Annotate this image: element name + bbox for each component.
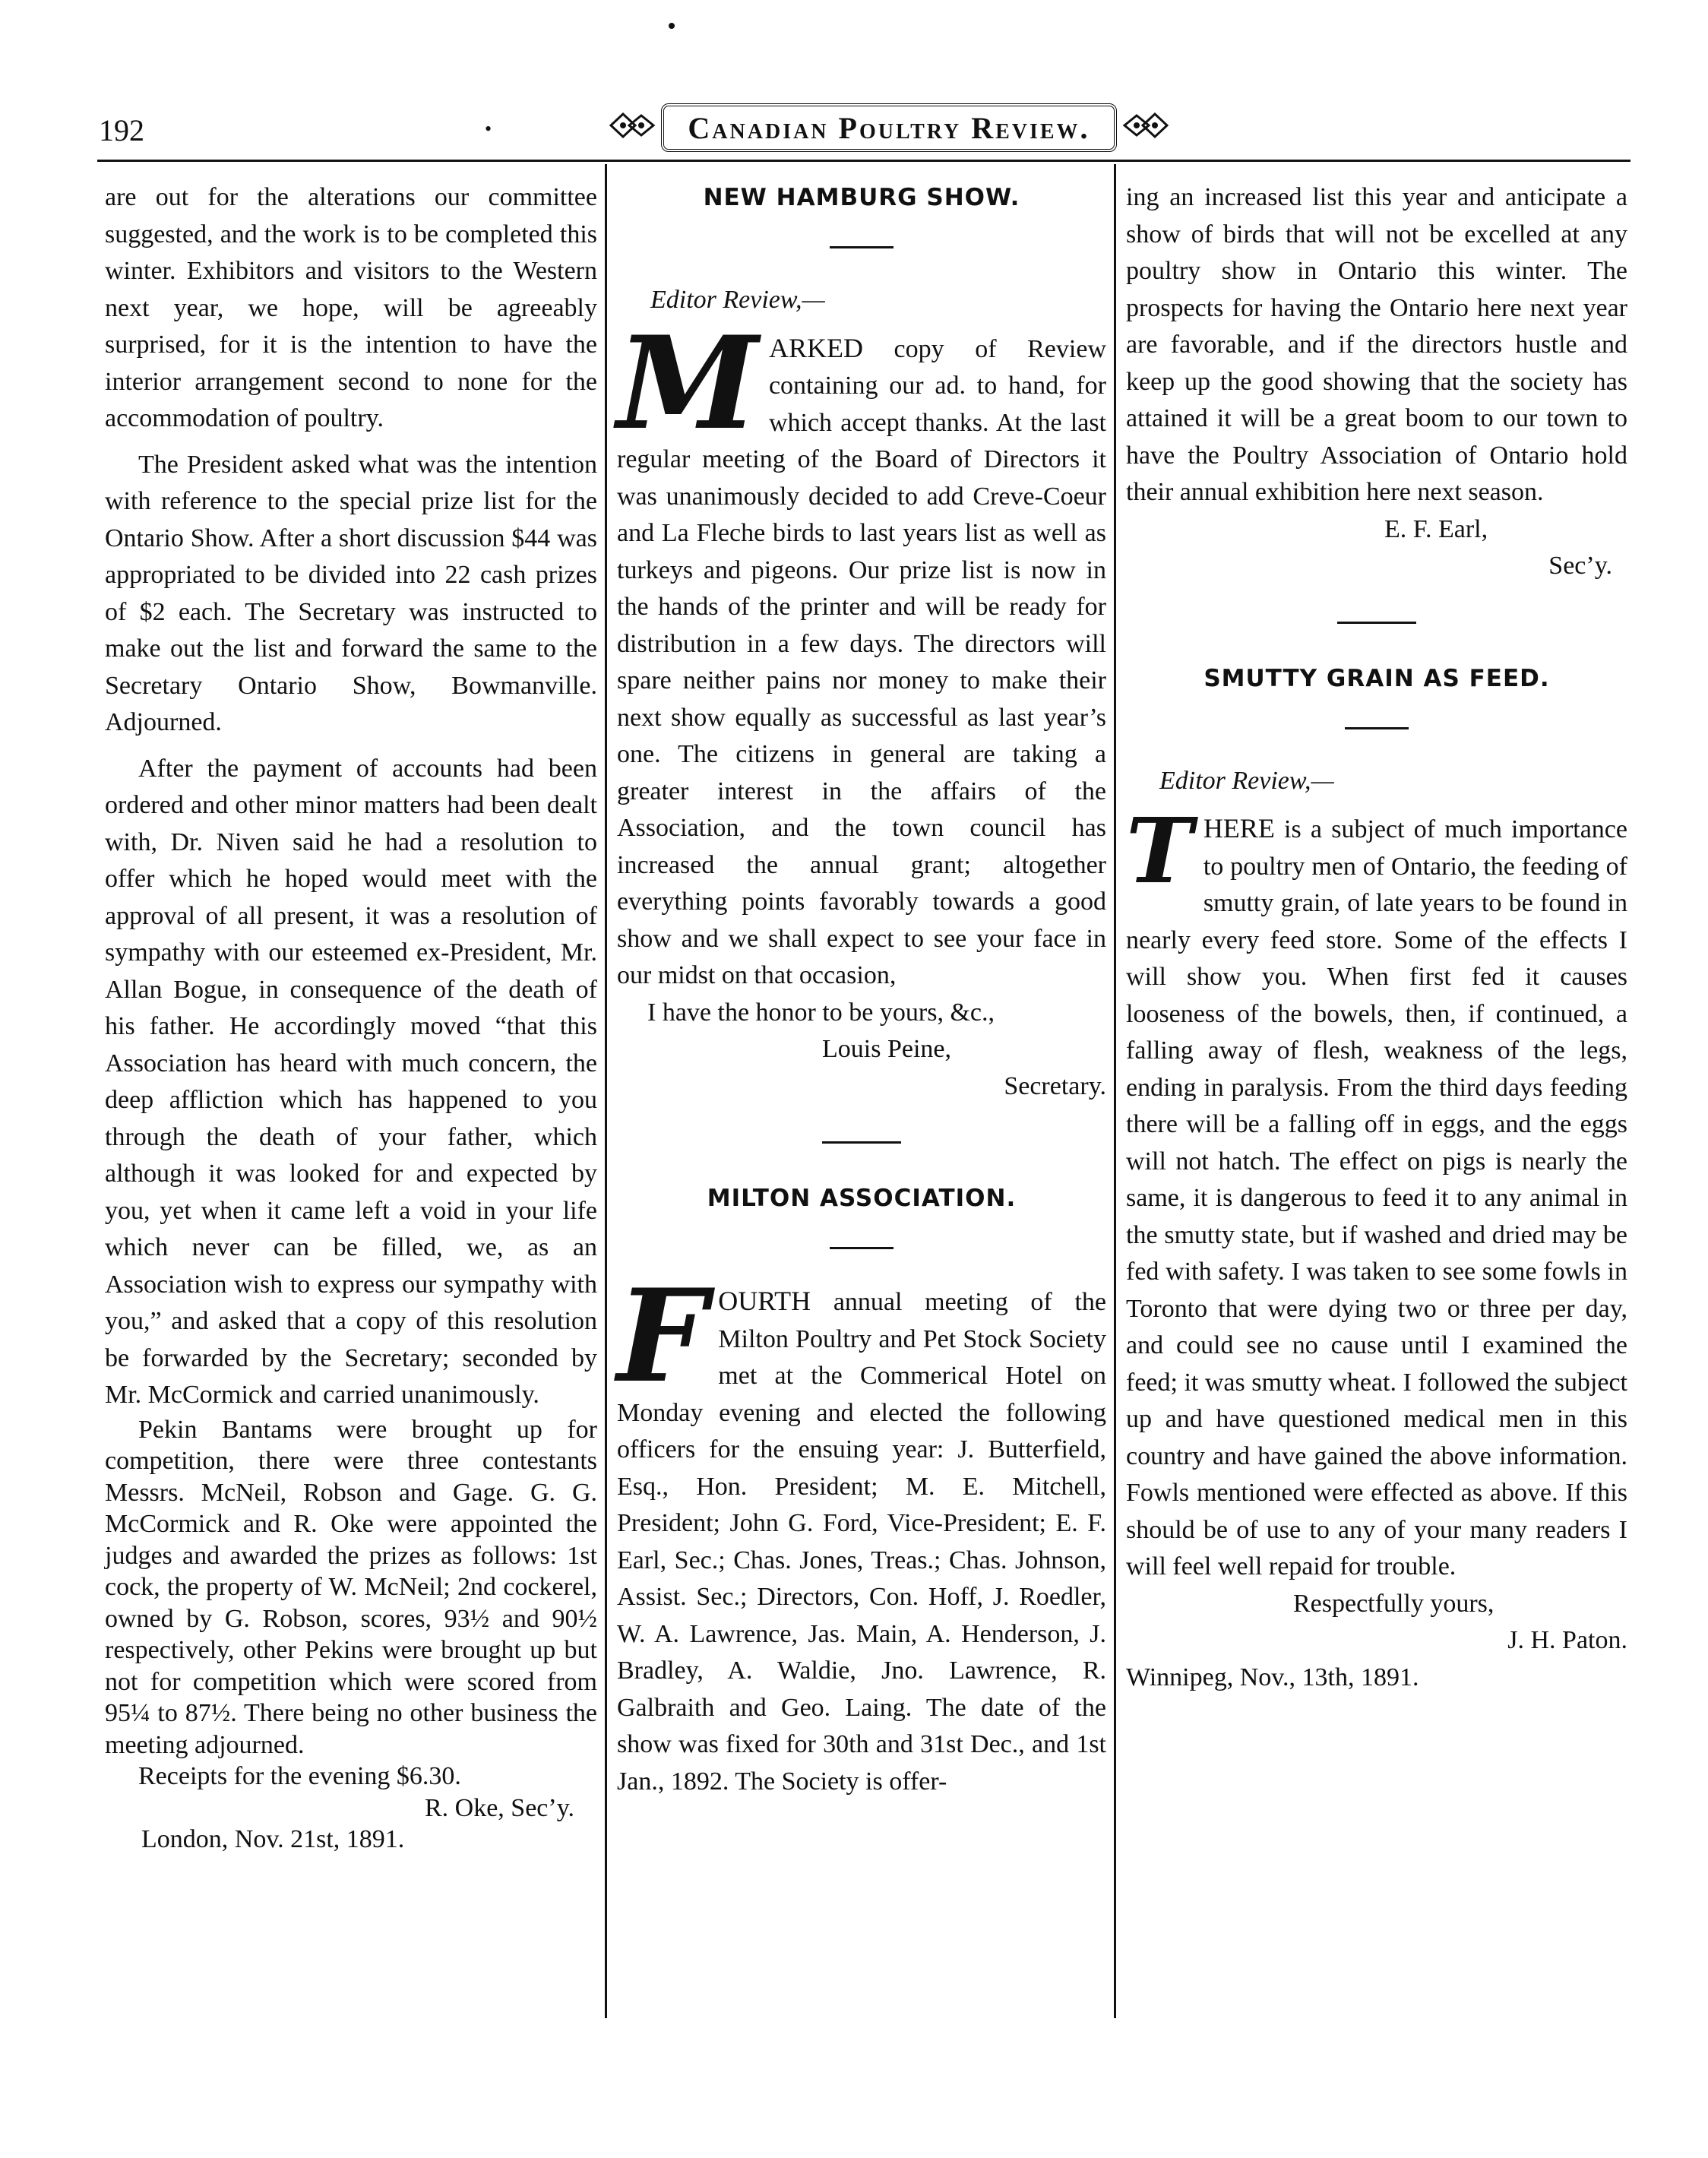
closing: Respectfully yours,: [1293, 1589, 1494, 1618]
column-1: [105, 179, 597, 1856]
rule: [822, 1141, 901, 1144]
drop-cap: T: [1126, 798, 1193, 903]
paragraph-body: copy of Review containing our ad. to hand, for which accept thanks. At the last regular meeting of the Board of Directors it was unanimously decided to add Creve-Coeur and La Fleche birds to last years list as well as turkeys and pigeons. Our prize list is now in the hands of the printer and will be ready for distribution in a few days. The directors will spare neither pains nor money to make their next show equally as successful as last year’s one. The citizens in general are taking a greater interest in the affairs of the Association, and the town council has increased the annual grant; altogether everything points favorably towards a good show and we shall expect to see your face in our midst on that occasion,: [617, 334, 1106, 989]
paragraph: [617, 307, 1106, 995]
paragraph: After the payment of accounts had been ordered and other minor matters had been dealt with, Dr. Niven said he had a resolution to offer which he hoped would meet with the approval of all present, it was a resolution of sympathy with our esteemed ex-President, Mr. Allan Bogue, in consequence of the death of his father. He accordingly moved “that this Association has heard with much concern, the deep affliction which has happened to you through the death of your father, which although it was looked for and expected by you, yet when it came left a void in your life which never can be filled, we, as an Association wish to express our sympathy with you,” and asked that a copy of this resolution be forwarded by the Secretary; seconded by Mr. McCormick and carried unanimously.: [105, 754, 597, 1409]
drop-cap: F: [617, 1261, 708, 1411]
header-rule: [97, 160, 1631, 162]
signature-name: E. F. Earl,: [1384, 514, 1488, 543]
paragraph-body: is a subject of much importance to poultry men of Ontario, the feeding of smutty grain, of late years to be found in nearly every feed store. Some of the effects I will show you. When first fed it causes looseness of the bowels, then, if continued, a falling away of flesh, weakness of the legs, ending in paralysis. From the third days feeding there will be a falling off in eggs, and the eggs will not hatch. The effect on pigs is nearly the same, it is dangerous to feed it to any animal in the smutty state, but if washed and dried may be fed with safety. I was taken to see some fowls in Toronto that were dying two or three per day, and could see no cause until I examined the feed; it was smutty wheat. I followed the subject up and have questioned medical men in this country and have gained the above information. Fowls mentioned were effected as above. If this should be of use to any of your many readers I will feel well repaid for trouble.: [1126, 815, 1627, 1581]
article-heading: SMUTTY GRAIN AS FEED.: [1204, 664, 1550, 692]
drop-cap: M: [617, 307, 758, 458]
paragraph: [617, 1261, 1106, 1800]
closing: I have the honor to be yours, &c.,: [647, 998, 995, 1027]
article-heading: NEW HAMBURG SHOW.: [703, 184, 1020, 211]
salutation: Editor Review,—: [1159, 766, 1334, 795]
paragraph: The President asked what was the intention with reference to the special prize list for the Ontario Show. After a short discussion $44 was appropriated to be divided into 22 cash prizes of $2 each. The Secretary was instructed to make out the list and forward the same to the Secretary Ontario Show, Bowmanville. Adjourned.: [105, 450, 597, 736]
salutation: Editor Review,—: [650, 286, 825, 314]
paragraph: [1126, 798, 1627, 1586]
place-date: London, Nov. 21st, 1891.: [141, 1825, 405, 1853]
article-heading: MILTON ASSOCIATION.: [707, 1185, 1017, 1212]
opening-word: OURTH: [718, 1286, 811, 1316]
rule: [1345, 727, 1409, 729]
rule: [830, 1247, 894, 1249]
ink-dot: [669, 23, 675, 29]
left-ornament-icon: [608, 106, 656, 144]
paragraph-body: annual meeting of the Milton Poultry and Pet Stock Society met at the Commerical Hotel on Monday evening and elected the following officers for the ensuing year: J. Butterfield, Esq., Hon. President; M. E. Mitchell, President; John G. Ford, Vice-President; E. F. Earl, Sec.; Chas. Jones, Treas.; Chas. Johnson, Assist. Sec.; Directors, Con. Hoff, J. Roedler, W. A. Lawrence, Jas. Main, A. Henderson, J. Bradley, A. Waldie, Jno. Lawrence, R. Galbraith and Geo. Laing. The date of the show was fixed for 30th and 31st Dec., and 1st Jan., 1892. The Society is offer-: [617, 1288, 1106, 1796]
column-2: [617, 179, 1106, 1800]
place-date: Winnipeg, Nov., 13th, 1891.: [1126, 1663, 1419, 1691]
paragraph: are out for the alterations our committee suggested, and the work is to be completed this winter. Exhibitors and visitors to the Western next year, we hope, will be agreeably surprised, for it is the intention to have the interior arrangement second to none for the accommodation of poultry.: [105, 183, 597, 432]
signature-title: Secretary.: [1004, 1071, 1106, 1100]
page-number: 192: [99, 113, 144, 147]
header-mark: •: [485, 118, 492, 140]
signature: R. Oke, Sec’y.: [424, 1793, 574, 1822]
column-divider: [605, 164, 607, 2018]
masthead: [608, 99, 1170, 152]
opening-word: HERE: [1203, 813, 1275, 843]
signature: J. H. Paton.: [1507, 1626, 1627, 1654]
signature-title: Sec’y.: [1548, 552, 1612, 580]
column-divider: [1114, 164, 1116, 2018]
right-ornament-icon: [1121, 106, 1170, 144]
paragraph: ing an increased list this year and anticipate a show of birds that will not be excelled at any poultry show in Ontario this winter. The prospects for having the Ontario here next year are favorable, and if the directors hustle and keep up the good showing that the society has attained it will be a great boom to our town to have the Poultry Association of Ontario hold their annual exhibition here next season.: [1126, 183, 1627, 506]
signature-name: Louis Peine,: [822, 1035, 951, 1063]
opening-word: ARKED: [768, 332, 863, 363]
paragraph: Pekin Bantams were brought up for competition, there were three contestants Messrs. McNeil, Robson and Gage. G. G. McCormick and R. Oke were appointed the judges and awarded the prizes as follows: 1st cock, the property of W. McNeil; 2nd cockerel, owned by G. Robson, scores, 93½ and 90½ respectively, other Pekins were brought up but not for competition which were scored from 95¼ to 87½. There being no other business the meeting adjourned.: [105, 1415, 597, 1759]
paragraph: Receipts for the evening $6.30.: [138, 1762, 461, 1790]
column-3: [1126, 179, 1627, 1696]
masthead-title: Canadian Poultry Review.: [661, 103, 1117, 152]
rule: [830, 246, 894, 248]
rule: [1337, 622, 1416, 624]
